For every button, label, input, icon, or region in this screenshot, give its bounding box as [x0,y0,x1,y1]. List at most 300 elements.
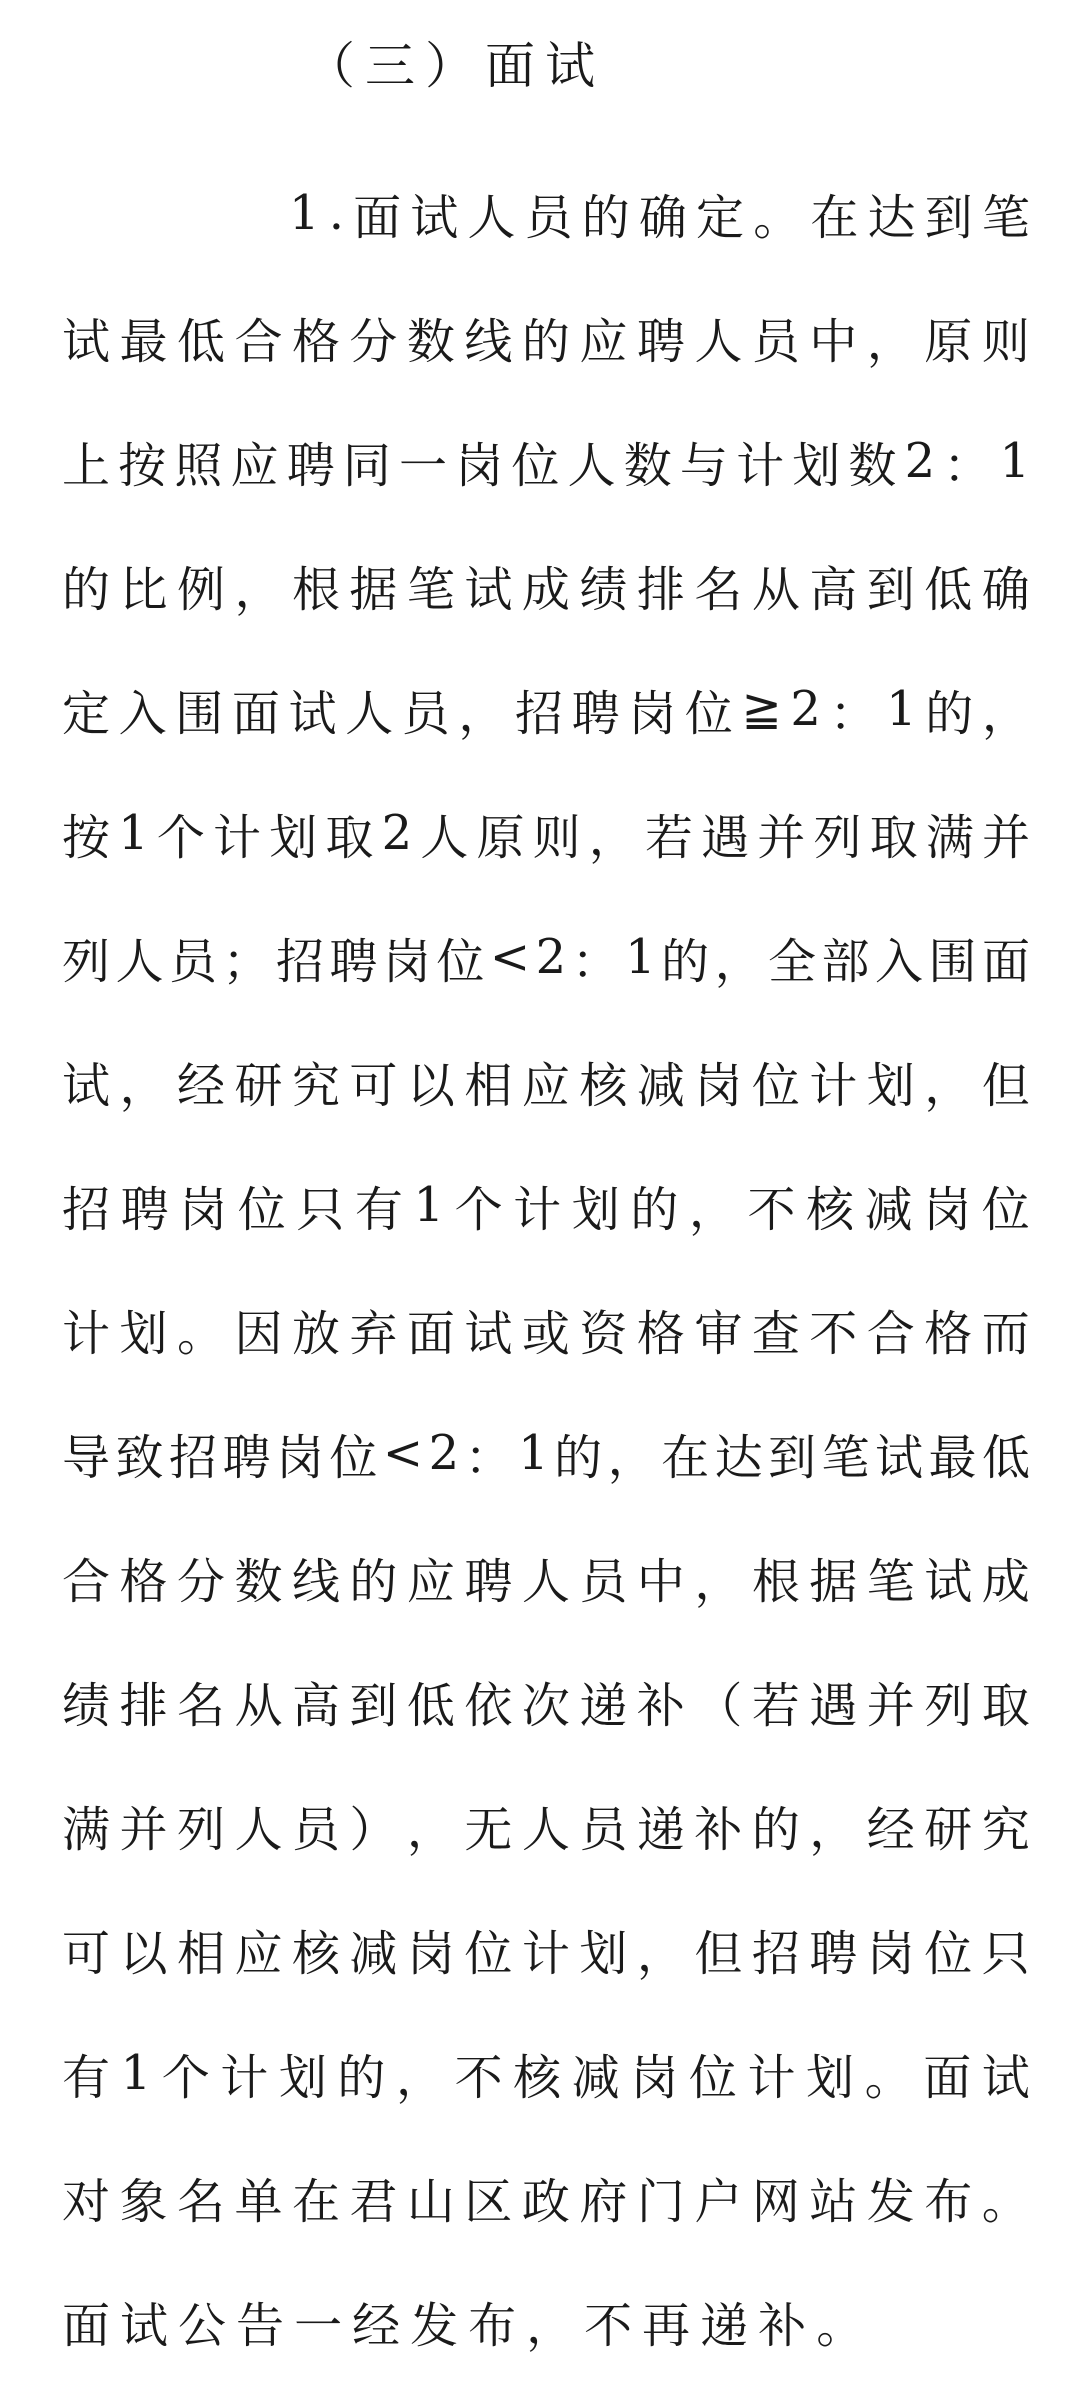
glyph: 岗 [694,1057,743,1114]
glyph: 导 [62,1429,111,1486]
glyph: 计 [736,437,785,494]
glyph: 减 [571,2049,620,2106]
glyph: ： [571,933,620,990]
glyph: 试 [464,1305,513,1362]
glyph: ， [636,1925,685,1982]
glyph: 君 [349,2173,398,2230]
glyph: 到 [768,1429,817,1486]
glyph: 位 [436,933,485,990]
glyph: 确 [638,189,687,246]
glyph: 成 [521,561,570,618]
glyph: 以 [406,1057,455,1114]
glyph: 笔 [866,1553,915,1610]
glyph: 面 [406,1305,455,1362]
glyph: 名 [694,561,743,618]
glyph: 有 [62,2049,111,2106]
glyph: 岗 [406,1925,455,1982]
glyph: 的 [581,189,630,246]
glyph: ， [526,2297,575,2354]
glyph: 不 [747,1181,796,1238]
glyph: 满 [62,1801,111,1858]
glyph: 告 [236,2297,285,2354]
glyph: 从 [751,561,800,618]
glyph: 位 [684,685,733,742]
glyph: 而 [981,1305,1030,1362]
glyph: 试 [875,1429,924,1486]
glyph: 布 [468,2297,517,2354]
glyph: 个 [161,2049,210,2106]
glyph: 计 [809,1057,858,1114]
glyph: 人 [694,313,743,370]
glyph: 发 [866,2173,915,2230]
glyph: 研 [234,1057,283,1114]
glyph: 但 [981,1057,1030,1114]
glyph: 线 [464,313,513,370]
glyph: < [382,1425,424,1481]
glyph: 同 [342,437,391,494]
glyph: 招 [751,1925,800,1982]
glyph: 定 [62,685,111,742]
glyph: 应 [234,1925,283,1982]
glyph: 无 [464,1801,513,1858]
glyph: 象 [119,2173,168,2230]
glyph: 员 [401,685,450,742]
glyph: 聘 [120,1181,169,1238]
glyph: 划 [579,1925,628,1982]
paragraph-line [62,647,1030,771]
glyph: 计 [521,1925,570,1982]
glyph: 满 [925,809,974,866]
glyph: 低 [924,561,973,618]
glyph: 与 [679,437,728,494]
glyph: 格 [291,313,340,370]
glyph: 试 [288,685,337,742]
glyph: 应 [521,1057,570,1114]
section-heading: （三）面试 [305,37,605,95]
glyph: 2 [381,805,413,861]
glyph: 1 [120,2045,152,2101]
glyph: 若 [644,809,693,866]
glyph: ， [119,1057,168,1114]
glyph: 聘 [464,1553,513,1610]
glyph: 遇 [809,1677,858,1734]
glyph: 。 [176,1305,225,1362]
glyph: 一 [294,2297,343,2354]
glyph: 应 [406,1553,455,1610]
glyph: 1 [518,1425,549,1481]
glyph: 并 [866,1677,915,1734]
glyph: 应 [230,437,279,494]
glyph: 名 [176,1677,225,1734]
glyph: 到 [924,189,973,246]
glyph: 位 [981,1181,1030,1238]
glyph: 招 [168,1429,217,1486]
glyph: 的 [925,685,974,742]
glyph: 达 [867,189,916,246]
glyph: ， [924,1057,973,1114]
paragraph-line [62,151,1030,275]
glyph: ， [694,1553,743,1610]
glyph: 员 [579,1801,628,1858]
glyph: ， [981,685,1030,742]
glyph: 位 [329,1429,378,1486]
glyph: 1 [413,1177,445,1233]
glyph: 划 [571,1181,620,1238]
glyph: 聘 [286,437,335,494]
glyph: 原 [476,809,525,866]
glyph: 查 [751,1305,800,1362]
glyph: 核 [291,1925,340,1982]
glyph: 位 [688,2049,737,2106]
glyph: 聘 [222,1429,271,1486]
glyph: 面 [62,2297,111,2354]
glyph: 递 [579,1677,628,1734]
glyph: 减 [636,1057,685,1114]
glyph: 公 [178,2297,227,2354]
glyph: 分 [349,313,398,370]
glyph: 发 [410,2297,459,2354]
glyph: 岗 [630,2049,679,2106]
glyph: 人 [234,1801,283,1858]
glyph: 不 [584,2297,633,2354]
glyph: 围 [928,933,977,990]
glyph: 达 [714,1429,763,1486]
glyph: 人 [115,933,164,990]
paragraph-line [62,1143,1030,1267]
glyph: 围 [175,685,224,742]
glyph: 的 [661,933,710,990]
glyph: 位 [464,1925,513,1982]
glyph: 从 [234,1677,283,1734]
glyph: 。 [816,2297,865,2354]
glyph: 面 [231,685,280,742]
glyph: 据 [809,1553,858,1610]
glyph: 名 [176,2173,225,2230]
glyph: 列 [176,1801,225,1858]
glyph: 府 [579,2173,628,2230]
glyph: 低 [406,1677,455,1734]
glyph: 布 [924,2173,973,2230]
glyph: 遇 [701,809,750,866]
glyph: 岗 [275,1429,324,1486]
glyph: 可 [349,1057,398,1114]
glyph: 人 [420,809,469,866]
glyph: 试 [62,313,111,370]
glyph: 根 [291,561,340,618]
glyph: 笔 [981,189,1030,246]
glyph: 照 [174,437,223,494]
glyph: 依 [464,1677,513,1734]
glyph: 个 [454,1181,503,1238]
glyph: 经 [176,1057,225,1114]
glyph: 部 [821,933,870,990]
glyph: 补 [694,1801,743,1858]
glyph: 最 [119,313,168,370]
glyph: 中 [809,313,858,370]
glyph: 区 [464,2173,513,2230]
glyph: 岗 [179,1181,228,1238]
glyph: ≧ [741,681,782,737]
glyph: 核 [579,1057,628,1114]
glyph: 低 [981,1429,1030,1486]
glyph: 的 [751,1801,800,1858]
glyph: ， [406,1801,455,1858]
glyph: 递 [700,2297,749,2354]
paragraph-line [62,1267,1030,1391]
glyph: 弃 [349,1305,398,1362]
glyph: 聘 [571,685,620,742]
glyph: 1 [289,185,320,241]
paragraph-line [62,2011,1030,2135]
glyph: 递 [636,1801,685,1858]
glyph: 格 [119,1553,168,1610]
glyph: 减 [864,1181,913,1238]
glyph: 按 [62,809,111,866]
glyph: ， [688,1181,737,1238]
glyph: 则 [981,313,1030,370]
glyph: 招 [515,685,564,742]
glyph: 列 [924,1677,973,1734]
glyph: 员 [291,1801,340,1858]
glyph: 格 [636,1305,685,1362]
glyph: 到 [866,561,915,618]
glyph: 试 [62,1057,111,1114]
glyph: 1 [886,681,917,737]
glyph: 补 [636,1677,685,1734]
glyph: 经 [352,2297,401,2354]
glyph: 最 [928,1429,977,1486]
glyph: 。 [864,2049,913,2106]
glyph: 划 [792,437,841,494]
glyph: ， [458,685,507,742]
glyph: 聘 [636,313,685,370]
glyph: 位 [511,437,560,494]
glyph: 划 [119,1305,168,1362]
glyph: 减 [349,1925,398,1982]
glyph: 并 [757,809,806,866]
glyph: 员 [751,313,800,370]
glyph: 一 [399,437,448,494]
glyph: 计 [62,1305,111,1362]
glyph: ， [396,2049,445,2106]
glyph: 2 [535,929,567,985]
glyph: 门 [636,2173,685,2230]
glyph: ： [943,437,992,494]
glyph: 的 [521,313,570,370]
glyph: 成 [981,1553,1030,1610]
glyph: 划 [278,2049,327,2106]
paragraph-line [62,523,1030,647]
glyph: 2 [790,681,821,737]
glyph: 只 [981,1925,1030,1982]
glyph: 致 [115,1429,164,1486]
glyph: 不 [454,2049,503,2106]
paragraph-line [62,1639,1030,1763]
glyph: 合 [234,313,283,370]
glyph: 笔 [406,561,455,618]
glyph: 员 [168,933,217,990]
glyph: 应 [579,313,628,370]
glyph: 分 [176,1553,225,1610]
paragraph-interview [62,151,1030,2383]
glyph: 按 [118,437,167,494]
glyph: 。 [753,189,802,246]
glyph: 全 [768,933,817,990]
glyph: 在 [810,189,859,246]
glyph: 在 [661,1429,710,1486]
glyph: 相 [464,1057,513,1114]
glyph: ； [222,933,271,990]
glyph: 再 [642,2297,691,2354]
glyph: 核 [806,1181,855,1238]
glyph: 面 [923,2049,972,2106]
glyph: 网 [751,2173,800,2230]
glyph: 个 [156,809,205,866]
glyph: 人 [567,437,616,494]
glyph: 位 [924,1925,973,1982]
paragraph-line [62,1887,1030,2011]
paragraph-line [62,771,1030,895]
glyph: 位 [751,1057,800,1114]
glyph: 1 [118,805,149,861]
glyph: 人 [345,685,394,742]
glyph: 对 [62,2173,111,2230]
glyph: 低 [176,313,225,370]
glyph: 确 [981,561,1030,618]
glyph: ， [809,1801,858,1858]
glyph: 数 [406,313,455,370]
glyph: 岗 [866,1925,915,1982]
glyph: 试 [981,2049,1030,2106]
glyph: 次 [521,1677,570,1734]
glyph: 排 [636,561,685,618]
glyph: 员 [579,1553,628,1610]
glyph: （ [694,1677,743,1734]
glyph: 并 [119,1801,168,1858]
glyph: 比 [119,561,168,618]
glyph: 岗 [382,933,431,990]
glyph: 数 [848,437,897,494]
glyph: 。 [981,2173,1030,2230]
glyph: 计 [513,1181,562,1238]
glyph: < [489,929,531,985]
glyph: 数 [623,437,672,494]
glyph: 2 [428,1425,460,1481]
glyph: 试 [464,561,513,618]
glyph: ， [588,809,637,866]
glyph: 绩 [62,1677,111,1734]
paragraph-line [62,399,1030,523]
glyph: 不 [809,1305,858,1362]
paragraph-line [62,1019,1030,1143]
glyph: 的 [337,2049,386,2106]
glyph: 绩 [579,561,628,618]
glyph: 放 [291,1305,340,1362]
glyph: 人 [467,189,516,246]
glyph: 岗 [628,685,677,742]
glyph: 入 [118,685,167,742]
glyph: ： [829,685,878,742]
glyph: 笔 [821,1429,870,1486]
glyph: 有 [354,1181,403,1238]
paragraph-line [62,1515,1030,1639]
glyph: 人 [521,1801,570,1858]
glyph: 位 [237,1181,286,1238]
glyph: 取 [325,809,374,866]
glyph: ， [234,561,283,618]
glyph: 并 [981,809,1030,866]
glyph: 根 [751,1553,800,1610]
glyph: ） [349,1801,398,1858]
glyph: 数 [234,1553,283,1610]
glyph: 以 [119,1925,168,1982]
glyph: 户 [694,2173,743,2230]
glyph: 试 [410,189,459,246]
glyph: 相 [176,1925,225,1982]
glyph: 员 [524,189,573,246]
glyph: 岗 [923,1181,972,1238]
glyph: 的 [349,1553,398,1610]
glyph: 核 [513,2049,562,2106]
glyph: 的 [554,1429,603,1486]
glyph: 划 [269,809,318,866]
glyph: 审 [694,1305,743,1362]
glyph: 只 [296,1181,345,1238]
glyph: 计 [747,2049,796,2106]
glyph: ， [714,933,763,990]
glyph: ， [866,313,915,370]
glyph: 中 [636,1553,685,1610]
glyph: 或 [521,1305,570,1362]
glyph: 政 [521,2173,570,2230]
glyph: 经 [866,1801,915,1858]
glyph: 高 [291,1677,340,1734]
glyph: 列 [813,809,862,866]
glyph: 计 [213,809,262,866]
paragraph-line [62,2259,1030,2383]
glyph: 招 [275,933,324,990]
glyph: 的 [62,561,111,618]
glyph: 线 [291,1553,340,1610]
glyph: 招 [62,1181,111,1238]
glyph: ， [607,1429,656,1486]
glyph: 则 [532,809,581,866]
paragraph-line [62,1391,1030,1515]
glyph: 站 [809,2173,858,2230]
glyph: 定 [696,189,745,246]
glyph: 究 [981,1801,1030,1858]
glyph: 到 [349,1677,398,1734]
glyph: ： [464,1429,513,1486]
glyph: 划 [866,1057,915,1114]
paragraph-line [62,2135,1030,2259]
glyph: 格 [924,1305,973,1362]
glyph: 聘 [329,933,378,990]
glyph: 聘 [809,1925,858,1982]
glyph: 补 [758,2297,807,2354]
glyph: 例 [176,561,225,618]
glyph: 若 [751,1677,800,1734]
glyph: 试 [120,2297,169,2354]
paragraph-line [62,275,1030,399]
glyph: 面 [353,189,402,246]
glyph: 在 [291,2173,340,2230]
glyph: 入 [875,933,924,990]
glyph: . [328,185,344,241]
glyph: 高 [809,561,858,618]
glyph: 合 [62,1553,111,1610]
glyph: 人 [521,1553,570,1610]
